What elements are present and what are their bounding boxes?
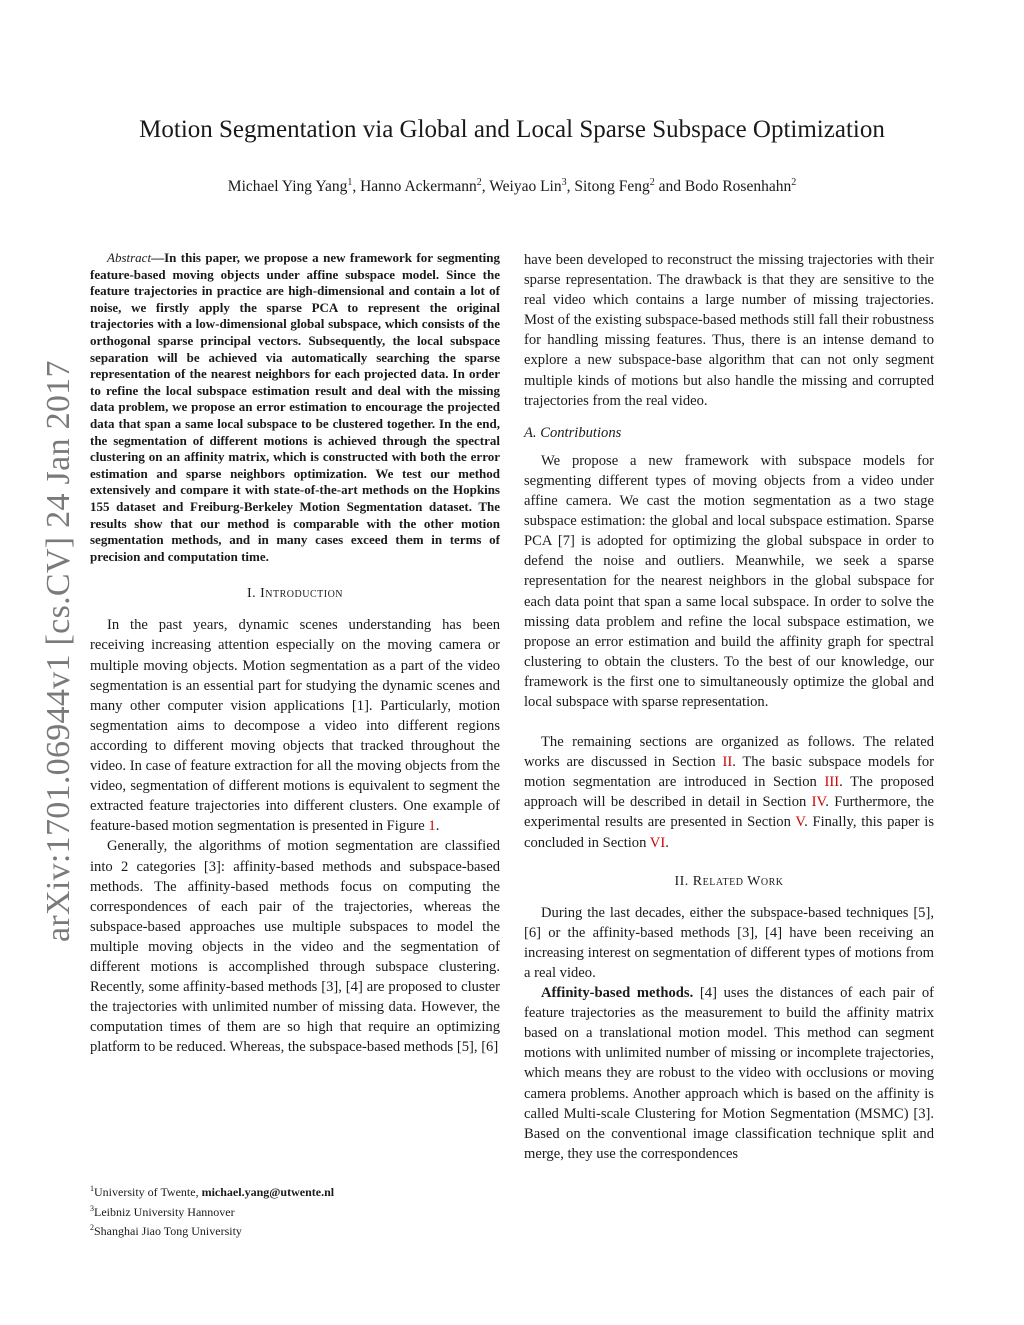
author-affiliation: 2 bbox=[649, 177, 655, 188]
footnote bbox=[90, 1201, 500, 1221]
author-affiliation: 1 bbox=[347, 177, 353, 188]
intro-paragraph-1 bbox=[90, 615, 500, 836]
footnote-mark: 2 bbox=[90, 1223, 94, 1233]
paragraph-text: . bbox=[665, 834, 669, 851]
outline-paragraph bbox=[524, 732, 934, 853]
section-ref-link[interactable]: II bbox=[722, 754, 733, 771]
left-column bbox=[90, 250, 500, 1057]
footnote-text: University of Twente, bbox=[94, 1185, 202, 1199]
abstract bbox=[90, 250, 500, 565]
footnote-mark: 1 bbox=[90, 1184, 94, 1193]
paper-title: Motion Segmentation via Global and Local Sparse Subspace Optimization bbox=[139, 116, 885, 143]
intro-paragraph-2: Generally, the algorithms of motion segmentation are classified into 2 categories [3]: affinity-based methods and subspace-based methods. The affinity-based methods focus on computing the correspondences of each pair of the trajectories, whereas the subspace-based approaches use multiple subspaces to model the multiple moving objects in the video and the segmentation of different motions is accomplished through subspace clustering. Recently, some affinity-based methods [3], [4] are proposed to cluster the trajectories with unlimited number of missing data. However, the computation times of them are so high that require an optimizing platform to be reduced. Whereas, the subspace-based methods [5], [6] bbox=[90, 838, 500, 1056]
paragraph-text: . Finally, this paper is concluded in Section bbox=[524, 814, 934, 851]
paragraph-text: In the past years, dynamic scenes understanding has been receiving increasing attention especially on the moving camera or multiple moving objects. Motion segmentation as a part of the video segmentation is an essential part for studying the dynamic scenes and many other computer vision applications [1]. Particularly, motion segmentation aims to decompose a video into different regions according to different moving objects that tracked throughout the video. In case of feature extraction for all the moving objects from the video, segmentation of different motions is equivalent to segment the extracted feature trajectories into different clusters. One example of feature-based motion segmentation is presented in Figure bbox=[90, 617, 500, 835]
subsection-heading-contributions: A. Contributions bbox=[524, 424, 622, 441]
footnote-mark: 3 bbox=[90, 1203, 94, 1213]
arxiv-watermark: arXiv:1701.06944v1 [cs.CV] 24 Jan 2017 bbox=[40, 360, 77, 942]
section-heading-related-work: II. Related Work bbox=[674, 873, 784, 889]
author-name: Sitong Feng bbox=[574, 178, 650, 196]
section-ref-link[interactable]: VI bbox=[649, 834, 666, 851]
section-ref-link[interactable]: III bbox=[824, 774, 840, 791]
author-name: Bodo Rosenhahn bbox=[684, 178, 792, 196]
related-work-paragraph-2 bbox=[524, 983, 934, 1164]
paragraph-text: . The basic subspace models for motion segmentation are introduced in Section bbox=[524, 754, 934, 791]
abstract-dash: — bbox=[151, 250, 165, 265]
author-name: Hanno Ackermann bbox=[360, 178, 477, 196]
paragraph-text: . The proposed approach will be described in detail in Section bbox=[524, 774, 934, 811]
related-work-paragraph-1: During the last decades, either the subspace-based techniques [5], [6] or the affinity-based methods [3], [4] have been receiving an increasing interest on segmentation of different types of motions from a real video. bbox=[524, 904, 934, 981]
author-affiliation: 2 bbox=[476, 177, 482, 188]
author-name: Weiyao Lin bbox=[489, 178, 562, 196]
paragraph-text: . Furthermore, the experimental results are presented in Section bbox=[524, 794, 934, 831]
footnote-text: Shanghai Jiao Tong University bbox=[94, 1224, 242, 1239]
contributions-paragraph: We propose a new framework with subspace models for segmenting different types of moving objects from a video under affine camera. We cast the motion segmentation as a two stage subspace estimation: the global and local subspace estimation. Sparse PCA [7] is adopted for optimizing the global subspace in order to defend the noise and outliers. Meanwhile, we seek a sparse representation for the nearest neighbors in the global subspace for each data point that span a same local subspace. In order to solve the missing data problem and refine the local subspace estimation, we propose an error estimation and build the affinity graph for spectral clustering to obtain the clusters. To the best of our knowledge, our framework is the first one to simultaneously optimize the global and local subspace with sparse representation. bbox=[524, 452, 934, 710]
intro-paragraph-continued: have been developed to reconstruct the missing trajectories with their sparse representation. The drawback is that they are sensitive to the real video which contains a large number of missing trajectories. Most of the existing subspace-based methods still fall their robustness for handling missing features. Thus, there is an intense demand to explore a new subspace-base algorithm that can not only segment multiple kinds of motions but also handle the missing and corrupted trajectories from the real video. bbox=[524, 252, 934, 409]
footnote-text: Leibniz University Hannover bbox=[94, 1204, 235, 1219]
abstract-text: In this paper, we propose a new framework for segmenting feature-based moving objects under affine subspace model. Since the feature trajectories in practice are high-dimensional and contain a lot of noise, we firstly apply the sparse PCA to represent the original trajectories with a low-dimensional global subspace, which consists of the orthogonal sparse principal vectors. Subsequently, the local subspace separation will be achieved via automatically searching the sparse representation of the nearest neighbors for each projected data. In order to refine the local subspace estimation result and deal with the missing data problem, we propose an error estimation to encourage the projected data that span a same local subspace to be clustered together. In the end, the segmentation of different motions is achieved through the spectral clustering on an affinity matrix, which is constructed with both the error estimation and sparse neighbors optimization. We test our method extensively and compare it with state-of-the-art methods on the Hopkins 155 dataset and Freiburg-Berkeley Motion Segmentation dataset. The results show that our method is comparable with the other motion segmentation methods, and in many cases exceed them in terms of precision and computation time. bbox=[90, 250, 500, 564]
email-link[interactable]: michael.yang@utwente.nl bbox=[201, 1185, 335, 1199]
figure-ref-link[interactable]: 1 bbox=[428, 818, 436, 835]
paragraph-text: The remaining sections are organized as follows. The related works are discussed in Section bbox=[524, 734, 934, 771]
author-affiliation: 2 bbox=[791, 177, 797, 188]
paragraph-lead-bold: Affinity-based methods. bbox=[541, 985, 694, 1002]
right-column bbox=[524, 250, 934, 1164]
author-name: Michael Ying Yang bbox=[227, 178, 348, 196]
author-affiliation: 3 bbox=[561, 177, 567, 188]
footnotes bbox=[90, 1181, 500, 1240]
paragraph-text: . bbox=[435, 818, 440, 835]
abstract-label: Abstract bbox=[107, 250, 152, 265]
footnote bbox=[90, 1181, 500, 1201]
section-ref-link[interactable]: V bbox=[795, 814, 805, 831]
section-ref-link[interactable]: IV bbox=[811, 794, 826, 811]
author-list: Michael Ying Yang$^1$, Hanno Ackermann$^2$, Weiyao Lin$^3$, Sitong Feng$^2$ and Bodo Rosenhahn$^2$ bbox=[227, 177, 797, 196]
footnote bbox=[90, 1220, 500, 1240]
paragraph-text: [4] uses the distances of each pair of feature trajectories as the measurement to build the affinity matrix based on a translational motion model. This method can segment motions with unlimited number of missing or incomplete trajectories, which means they are robust to the video with occlusions or moving camera problems. Another approach which is based on the affinity is called Multi-scale Clustering for Motion Segmentation (MSMC) [3]. Based on the conventional image classification technique split and merge, they use the correspondences bbox=[524, 985, 934, 1162]
section-heading-introduction: I. Introduction bbox=[246, 586, 344, 602]
